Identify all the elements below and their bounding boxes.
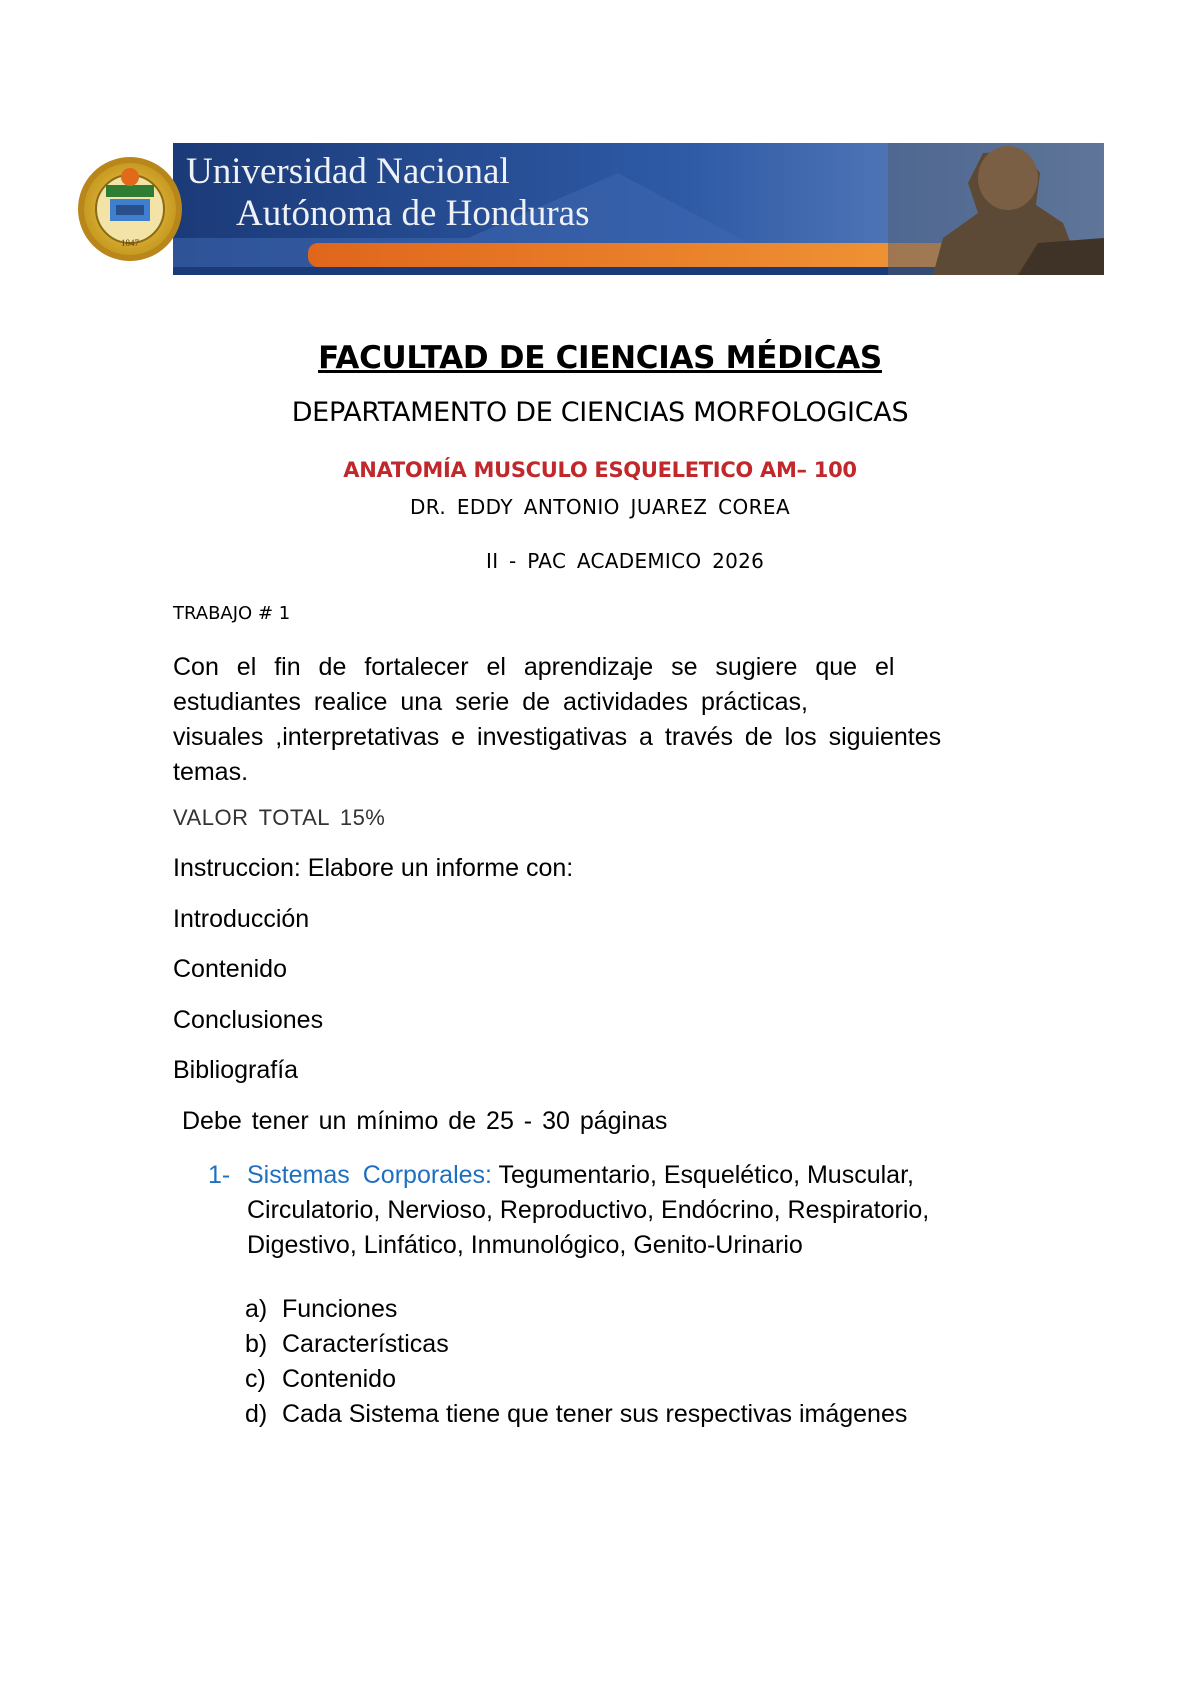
topic-subitems [245,1292,907,1432]
topic-line1: Tegumentario, Esquelético, Muscular, [491,1161,914,1189]
section-content: Contenido [173,955,287,983]
list-letter: b) [245,1330,268,1358]
department-name: DEPARTAMENTO DE CIENCIAS MORFOLOGICAS [291,397,909,428]
list-text: Contenido [282,1365,396,1393]
assignment-label: TRABAJO # 1 [173,603,291,624]
intro-line: Con el fin de fortalecer el aprendizaje se sugiere que el [173,653,895,681]
list-letter: a) [245,1295,268,1323]
topic-title: Sistemas Corporales: [247,1161,492,1189]
list-text: Funciones [282,1295,398,1323]
topic-line3: Digestivo, Linfático, Inmunológico, Genito-Urinario [247,1231,803,1259]
total-value: VALOR TOTAL 15% [173,805,386,830]
intro-paragraph [173,650,1043,790]
statue-image [888,143,1104,275]
intro-line: estudiantes realice una serie de actividades prácticas, [173,688,808,716]
faculty-title: FACULTAD DE CIENCIAS MÉDICAS [318,340,882,376]
professor-name: DR. EDDY ANTONIO JUAREZ COREA [409,495,791,519]
university-seal-icon [78,157,182,261]
banner-title-line2: Autónoma de Honduras [236,193,590,234]
intro-line: visuales ,interpretativas e investigativas a través de los siguientes [173,723,942,751]
list-text: Cada Sistema tiene que tener sus respectivas imágenes [282,1400,908,1428]
list-item [245,1362,907,1397]
course-name: ANATOMÍA MUSCULO ESQUELETICO AM– 100 [343,458,857,482]
list-letter: c) [245,1365,266,1393]
banner-title-line1: Universidad Nacional [186,151,510,192]
topic-item [208,1158,1068,1263]
list-item [245,1397,907,1432]
minimum-pages-note: Debe tener un mínimo de 25 - 30 páginas [182,1107,668,1135]
list-item [245,1327,907,1362]
university-banner [78,143,1104,275]
list-item [245,1292,907,1327]
list-letter: d) [245,1400,268,1428]
topic-number: 1- [208,1161,231,1189]
section-conclusions: Conclusiones [173,1006,324,1034]
section-introduction: Introducción [173,905,310,933]
list-text: Características [282,1330,449,1358]
topic-line2: Circulatorio, Nervioso, Reproductivo, Endócrino, Respiratorio, [247,1196,930,1224]
section-bibliography: Bibliografía [173,1056,299,1084]
intro-line: temas. [173,758,249,786]
instruction: Instruccion: Elabore un informe con: [173,854,574,882]
academic-period: II - PAC ACADEMICO 2026 [486,549,765,573]
seal-year: 1847 [121,238,139,248]
